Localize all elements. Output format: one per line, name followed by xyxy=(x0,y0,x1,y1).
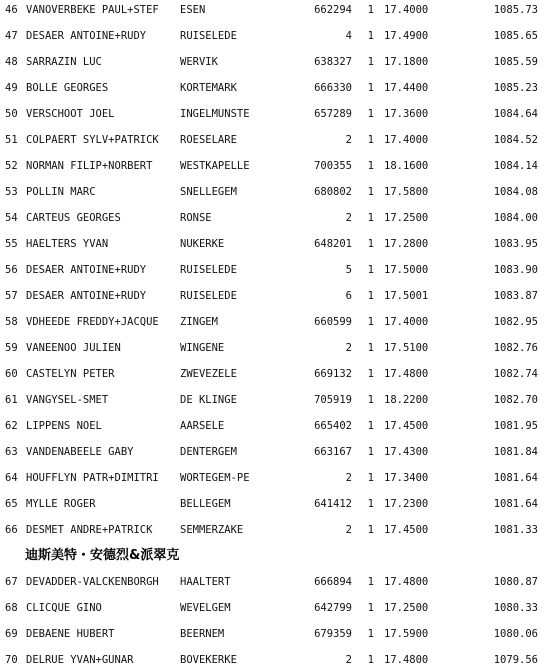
distance-cell: 17.5001 xyxy=(384,290,429,302)
name-cell: VANGYSEL-SMET xyxy=(26,394,109,406)
name-cell: VERSCHOOT JOEL xyxy=(26,108,115,120)
town-cell: WESTKAPELLE xyxy=(180,160,250,172)
town-cell: ZWEVEZELE xyxy=(180,368,237,380)
town-cell: RUISELEDE xyxy=(180,290,237,302)
town-cell: AARSELE xyxy=(180,420,225,432)
speed-cell: 1084.00 xyxy=(493,212,538,224)
rank-cell: 68 xyxy=(5,602,18,614)
result-row xyxy=(0,597,560,619)
distance-cell: 17.4400 xyxy=(384,82,429,94)
town-cell: RUISELEDE xyxy=(180,30,237,42)
name-cell: POLLIN MARC xyxy=(26,186,96,198)
result-row xyxy=(0,623,560,645)
ring-number-cell: 6 xyxy=(345,290,352,302)
name-cell: VANEENOO JULIEN xyxy=(26,342,121,354)
speed-cell: 1084.52 xyxy=(493,134,538,146)
town-cell: DE KLINGE xyxy=(180,394,237,406)
distance-cell: 17.4900 xyxy=(384,30,429,42)
rank-cell: 60 xyxy=(5,368,18,380)
ring-number-cell: 662294 xyxy=(314,4,352,16)
ring-number-cell: 657289 xyxy=(314,108,352,120)
speed-cell: 1081.33 xyxy=(493,524,538,536)
distance-cell: 17.4500 xyxy=(384,524,429,536)
rank-cell: 48 xyxy=(5,56,18,68)
town-cell: DENTERGEM xyxy=(180,446,237,458)
result-row xyxy=(0,259,560,281)
name-cell: VDHEEDE FREDDY+JACQUE xyxy=(26,316,159,328)
rank-cell: 65 xyxy=(5,498,18,510)
town-cell: RONSE xyxy=(180,212,212,224)
rank-cell: 61 xyxy=(5,394,18,406)
distance-cell: 18.2200 xyxy=(384,394,429,406)
name-cell: DEVADDER-VALCKENBORGH xyxy=(26,576,159,588)
result-row xyxy=(0,415,560,437)
result-row xyxy=(0,571,560,593)
rank-cell: 55 xyxy=(5,238,18,250)
town-cell: ZINGEM xyxy=(180,316,218,328)
rank-cell: 62 xyxy=(5,420,18,432)
result-row xyxy=(0,649,560,671)
result-row xyxy=(0,103,560,125)
count-cell: 1 xyxy=(367,472,374,484)
name-cell: LIPPENS NOEL xyxy=(26,420,102,432)
town-cell: SEMMERZAKE xyxy=(180,524,244,536)
rank-cell: 54 xyxy=(5,212,18,224)
name-cell: DEBAENE HUBERT xyxy=(26,628,115,640)
name-cell: HAELTERS YVAN xyxy=(26,238,109,250)
count-cell: 1 xyxy=(367,4,374,16)
rank-cell: 50 xyxy=(5,108,18,120)
name-cell: DESAER ANTOINE+RUDY xyxy=(26,290,147,302)
count-cell: 1 xyxy=(367,290,374,302)
distance-cell: 17.4300 xyxy=(384,446,429,458)
distance-cell: 17.2500 xyxy=(384,212,429,224)
ring-number-cell: 2 xyxy=(345,654,352,666)
name-cell: BOLLE GEORGES xyxy=(26,82,109,94)
rank-cell: 46 xyxy=(5,4,18,16)
town-cell: ROESELARE xyxy=(180,134,237,146)
speed-cell: 1081.95 xyxy=(493,420,538,432)
result-row xyxy=(0,51,560,73)
town-cell: HAALTERT xyxy=(180,576,231,588)
town-cell: WINGENE xyxy=(180,342,225,354)
speed-cell: 1079.56 xyxy=(493,654,538,666)
ring-number-cell: 663167 xyxy=(314,446,352,458)
name-cell: DESMET ANDRE+PATRICK xyxy=(26,524,153,536)
result-row xyxy=(0,363,560,385)
rank-cell: 52 xyxy=(5,160,18,172)
speed-cell: 1083.90 xyxy=(493,264,538,276)
ring-number-cell: 2 xyxy=(345,472,352,484)
speed-cell: 1085.73 xyxy=(493,4,538,16)
name-cell: COLPAERT SYLV+PATRICK xyxy=(26,134,159,146)
count-cell: 1 xyxy=(367,628,374,640)
name-cell: HOUFFLYN PATR+DIMITRI xyxy=(26,472,159,484)
result-row xyxy=(0,233,560,255)
town-cell: BELLEGEM xyxy=(180,498,231,510)
name-cell: NORMAN FILIP+NORBERT xyxy=(26,160,153,172)
result-row xyxy=(0,129,560,151)
speed-cell: 1085.59 xyxy=(493,56,538,68)
distance-cell: 17.4000 xyxy=(384,134,429,146)
speed-cell: 1081.64 xyxy=(493,472,538,484)
speed-cell: 1080.06 xyxy=(493,628,538,640)
result-row xyxy=(0,337,560,359)
distance-cell: 17.3400 xyxy=(384,472,429,484)
distance-cell: 17.2300 xyxy=(384,498,429,510)
speed-cell: 1080.87 xyxy=(493,576,538,588)
town-cell: NUKERKE xyxy=(180,238,225,250)
rank-cell: 66 xyxy=(5,524,18,536)
distance-cell: 17.1800 xyxy=(384,56,429,68)
count-cell: 1 xyxy=(367,264,374,276)
ring-number-cell: 2 xyxy=(345,134,352,146)
ring-number-cell: 666330 xyxy=(314,82,352,94)
result-row xyxy=(0,25,560,47)
result-row xyxy=(0,311,560,333)
count-cell: 1 xyxy=(367,368,374,380)
result-row xyxy=(0,441,560,463)
rank-cell: 58 xyxy=(5,316,18,328)
ring-number-cell: 700355 xyxy=(314,160,352,172)
speed-cell: 1084.14 xyxy=(493,160,538,172)
count-cell: 1 xyxy=(367,394,374,406)
count-cell: 1 xyxy=(367,212,374,224)
rank-cell: 53 xyxy=(5,186,18,198)
speed-cell: 1082.70 xyxy=(493,394,538,406)
town-cell: BEERNEM xyxy=(180,628,225,640)
count-cell: 1 xyxy=(367,186,374,198)
town-cell: KORTEMARK xyxy=(180,82,237,94)
speed-cell: 1085.23 xyxy=(493,82,538,94)
ring-number-cell: 648201 xyxy=(314,238,352,250)
ring-number-cell: 679359 xyxy=(314,628,352,640)
rank-cell: 56 xyxy=(5,264,18,276)
rank-cell: 70 xyxy=(5,654,18,666)
result-row xyxy=(0,0,560,21)
rank-cell: 57 xyxy=(5,290,18,302)
rank-cell: 51 xyxy=(5,134,18,146)
ring-number-cell: 638327 xyxy=(314,56,352,68)
name-cell: SARRAZIN LUC xyxy=(26,56,102,68)
distance-cell: 17.5800 xyxy=(384,186,429,198)
distance-cell: 17.2500 xyxy=(384,602,429,614)
name-cell: VANDENABEELE GABY xyxy=(26,446,134,458)
speed-cell: 1085.65 xyxy=(493,30,538,42)
town-cell: ESEN xyxy=(180,4,206,16)
rank-cell: 49 xyxy=(5,82,18,94)
rank-cell: 63 xyxy=(5,446,18,458)
count-cell: 1 xyxy=(367,56,374,68)
ring-number-cell: 2 xyxy=(345,342,352,354)
distance-cell: 17.3600 xyxy=(384,108,429,120)
ring-number-cell: 2 xyxy=(345,212,352,224)
town-cell: WERVIK xyxy=(180,56,218,68)
rank-cell: 64 xyxy=(5,472,18,484)
distance-cell: 17.5000 xyxy=(384,264,429,276)
ring-number-cell: 669132 xyxy=(314,368,352,380)
speed-cell: 1082.74 xyxy=(493,368,538,380)
result-row xyxy=(0,519,560,541)
name-cell: VANOVERBEKE PAUL+STEF xyxy=(26,4,159,16)
town-cell: INGELMUNSTE xyxy=(180,108,250,120)
name-cell: DESAER ANTOINE+RUDY xyxy=(26,264,147,276)
count-cell: 1 xyxy=(367,108,374,120)
distance-cell: 17.5100 xyxy=(384,342,429,354)
count-cell: 1 xyxy=(367,30,374,42)
count-cell: 1 xyxy=(367,160,374,172)
speed-cell: 1084.64 xyxy=(493,108,538,120)
name-cell: CARTEUS GEORGES xyxy=(26,212,121,224)
speed-cell: 1084.08 xyxy=(493,186,538,198)
distance-cell: 17.4000 xyxy=(384,316,429,328)
speed-cell: 1082.95 xyxy=(493,316,538,328)
distance-cell: 17.4500 xyxy=(384,420,429,432)
result-row xyxy=(0,207,560,229)
count-cell: 1 xyxy=(367,576,374,588)
distance-cell: 17.4800 xyxy=(384,368,429,380)
town-cell: BOVEKERKE xyxy=(180,654,237,666)
distance-cell: 18.1600 xyxy=(384,160,429,172)
name-cell: DELRUE YVAN+GUNAR xyxy=(26,654,134,666)
rank-cell: 69 xyxy=(5,628,18,640)
distance-cell: 17.4000 xyxy=(384,4,429,16)
name-cell: CLICQUE GINO xyxy=(26,602,102,614)
count-cell: 1 xyxy=(367,342,374,354)
distance-cell: 17.4800 xyxy=(384,576,429,588)
town-cell: RUISELEDE xyxy=(180,264,237,276)
count-cell: 1 xyxy=(367,82,374,94)
speed-cell: 1082.76 xyxy=(493,342,538,354)
ring-number-cell: 2 xyxy=(345,524,352,536)
speed-cell: 1083.95 xyxy=(493,238,538,250)
result-row xyxy=(0,467,560,489)
name-cell: CASTELYN PETER xyxy=(26,368,115,380)
count-cell: 1 xyxy=(367,238,374,250)
distance-cell: 17.5900 xyxy=(384,628,429,640)
count-cell: 1 xyxy=(367,524,374,536)
ring-number-cell: 680802 xyxy=(314,186,352,198)
chinese-name-banner: 迪斯美特・安德烈&派翠克 xyxy=(25,548,180,563)
result-row xyxy=(0,181,560,203)
count-cell: 1 xyxy=(367,420,374,432)
count-cell: 1 xyxy=(367,654,374,666)
result-row xyxy=(0,77,560,99)
speed-cell: 1081.84 xyxy=(493,446,538,458)
rank-cell: 47 xyxy=(5,30,18,42)
ring-number-cell: 660599 xyxy=(314,316,352,328)
ring-number-cell: 5 xyxy=(345,264,352,276)
speed-cell: 1080.33 xyxy=(493,602,538,614)
ring-number-cell: 4 xyxy=(345,30,352,42)
result-row xyxy=(0,493,560,515)
result-row xyxy=(0,389,560,411)
town-cell: WEVELGEM xyxy=(180,602,231,614)
result-row xyxy=(0,155,560,177)
rank-cell: 67 xyxy=(5,576,18,588)
count-cell: 1 xyxy=(367,498,374,510)
ring-number-cell: 641412 xyxy=(314,498,352,510)
ring-number-cell: 642799 xyxy=(314,602,352,614)
distance-cell: 17.2800 xyxy=(384,238,429,250)
speed-cell: 1081.64 xyxy=(493,498,538,510)
count-cell: 1 xyxy=(367,134,374,146)
name-cell: DESAER ANTOINE+RUDY xyxy=(26,30,147,42)
count-cell: 1 xyxy=(367,446,374,458)
count-cell: 1 xyxy=(367,316,374,328)
ring-number-cell: 705919 xyxy=(314,394,352,406)
name-cell: MYLLE ROGER xyxy=(26,498,96,510)
town-cell: SNELLEGEM xyxy=(180,186,237,198)
distance-cell: 17.4800 xyxy=(384,654,429,666)
rank-cell: 59 xyxy=(5,342,18,354)
ring-number-cell: 665402 xyxy=(314,420,352,432)
speed-cell: 1083.87 xyxy=(493,290,538,302)
result-row xyxy=(0,285,560,307)
ring-number-cell: 666894 xyxy=(314,576,352,588)
town-cell: WORTEGEM-PE xyxy=(180,472,250,484)
count-cell: 1 xyxy=(367,602,374,614)
